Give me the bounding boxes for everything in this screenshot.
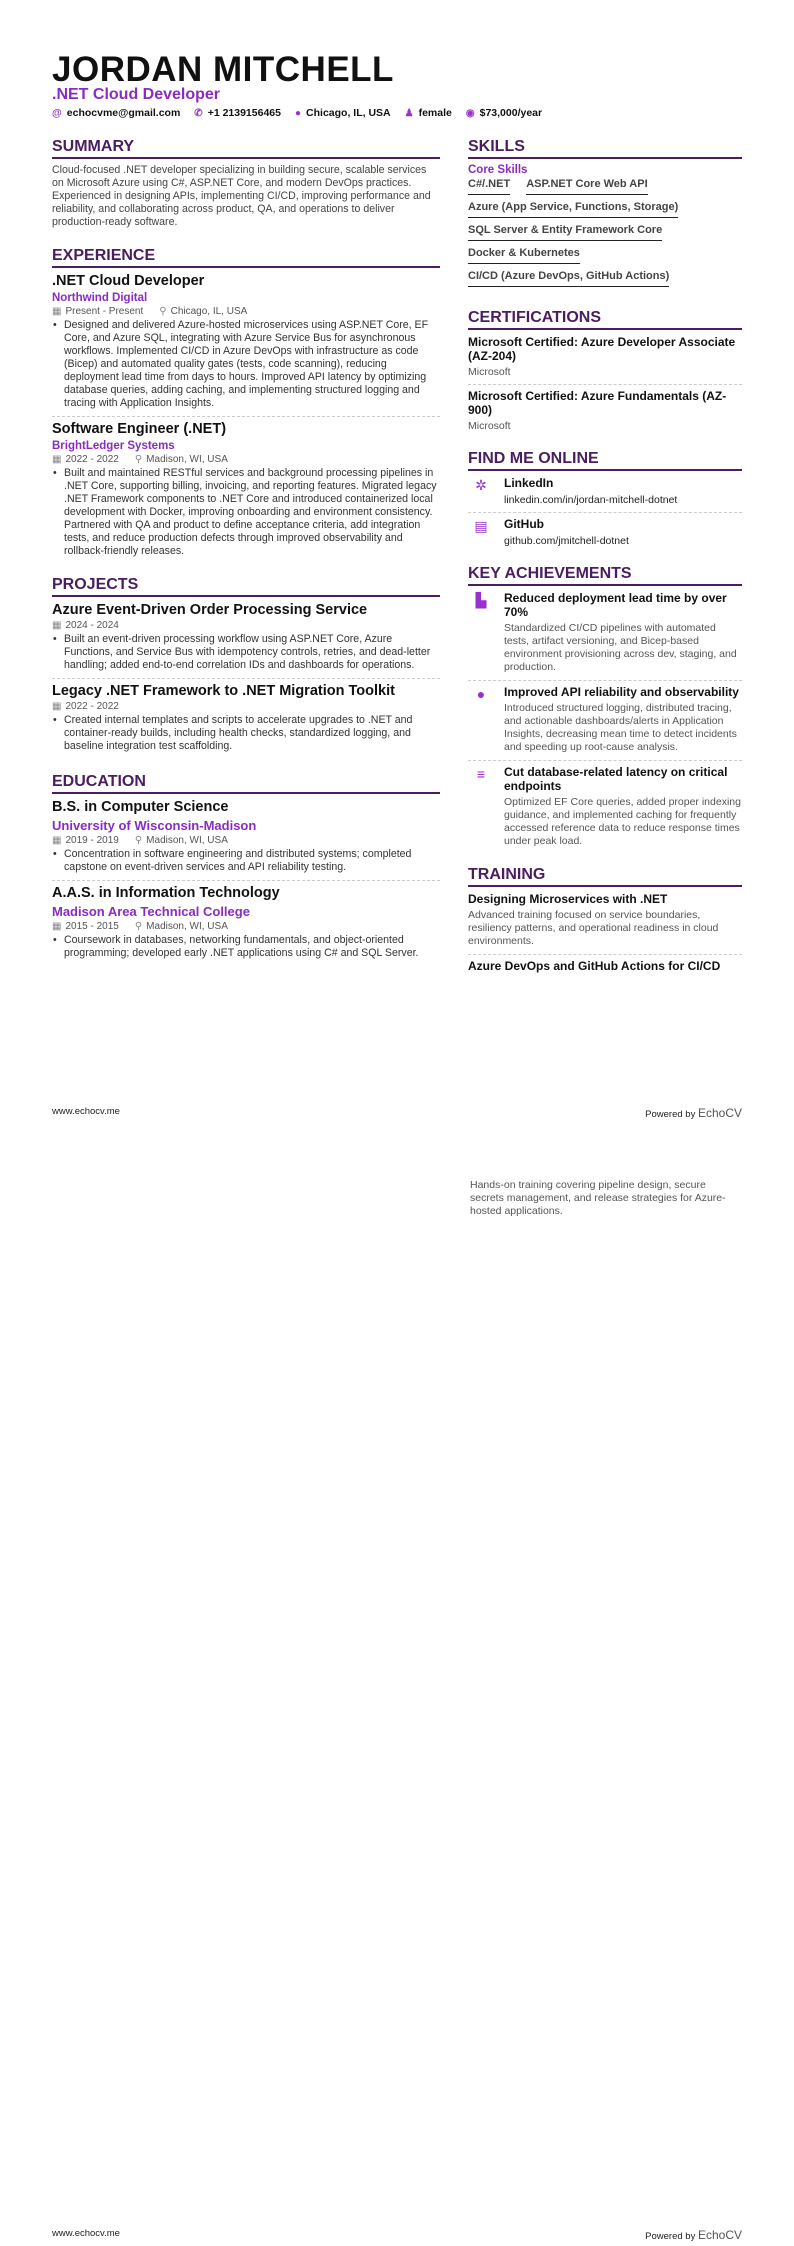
footer-powered	[645, 1106, 742, 1120]
footer-site[interactable]: www.echocv.me	[52, 1106, 120, 1117]
linkedin-link[interactable]	[468, 476, 742, 506]
cert-title: Microsoft Certified: Azure Developer Associate (AZ-204)	[468, 335, 736, 363]
location-icon: ⚲	[134, 921, 143, 932]
edu-bullet: • Concentration in software engineering and distributed systems; completed capstone on event-driven services and API reliability testing.	[52, 848, 440, 874]
edu-dates: 2015 - 2015	[65, 921, 119, 932]
training-desc: Advanced training focused on service boundaries, resiliency patterns, and operational readiness in cloud environments.	[468, 909, 719, 947]
company: BrightLedger Systems	[52, 440, 175, 452]
degree: A.A.S. in Information Technology	[52, 885, 280, 901]
calendar-icon: ▦	[52, 701, 62, 712]
experience-item	[52, 421, 440, 558]
certifications-heading: CERTIFICATIONS	[468, 309, 742, 330]
calendar-icon: ▦	[52, 306, 62, 317]
experience-item	[52, 273, 440, 410]
training-heading: TRAINING	[468, 866, 742, 887]
page-footer	[52, 2228, 742, 2242]
contact-phone[interactable]: ✆ +1 2139156465	[194, 107, 281, 119]
link-url[interactable]: linkedin.com/in/jordan-mitchell-dotnet	[504, 494, 678, 506]
calendar-icon: ▦	[52, 921, 62, 932]
brand-name: EchoCV	[697, 1106, 742, 1120]
achievement-item	[468, 685, 742, 754]
summary-text: Cloud-focused .NET developer specializing in building secure, scalable services on Microsoft Azure using C#, ASP.NET Core, and modern DevOps practices. Experienced in designing APIs, implementing CI/CD, improving performance and reliability, and collaborating across product, QA, and operations to deliver production-ready software.	[52, 164, 431, 228]
github-icon: ▤	[474, 518, 488, 534]
cert-issuer: Microsoft	[468, 420, 511, 432]
divider	[468, 954, 742, 955]
phone-icon: ✆	[194, 108, 203, 119]
location-icon: ⚲	[159, 306, 167, 317]
training-title: Designing Microservices with .NET	[468, 892, 668, 906]
location-icon: ⚲	[134, 835, 143, 846]
edu-dates: 2019 - 2019	[65, 835, 119, 846]
online-heading: FIND ME ONLINE	[468, 450, 742, 471]
contact-gender: ♟ female	[404, 107, 452, 119]
achievement-desc: Optimized EF Core queries, added proper indexing guidance, and implemented caching for frequently accessed reference data to reduce response times under peak load.	[504, 796, 741, 847]
left-column	[52, 138, 440, 960]
skill-tag: C#/.NET	[468, 178, 510, 195]
job-title: Software Engineer (.NET)	[52, 421, 227, 437]
edu-bullet: • Coursework in databases, networking fundamentals, and object-oriented programming; developed early .NET applications using C# and SQL Server.	[52, 934, 440, 960]
job-dates: 2022 - 2022	[65, 454, 119, 465]
money-icon: ◉	[465, 108, 475, 119]
divider	[468, 512, 742, 513]
link-label: GitHub	[504, 517, 544, 531]
right-column	[468, 138, 742, 973]
edu-location: Madison, WI, USA	[146, 921, 228, 932]
company: Northwind Digital	[52, 292, 148, 304]
powered-label: Powered by	[645, 1109, 696, 1120]
project-title: Legacy .NET Framework to .NET Migration Toolkit	[52, 683, 395, 699]
brand-name: EchoCV	[697, 2228, 742, 2242]
experience-heading: EXPERIENCE	[52, 247, 440, 268]
link-url[interactable]: github.com/jmitchell-dotnet	[504, 535, 629, 547]
footer-powered	[645, 2228, 742, 2242]
divider	[468, 384, 742, 385]
project-dates: 2024 - 2024	[65, 620, 119, 631]
contact-email[interactable]: @ echocvme@gmail.com	[52, 107, 181, 119]
project-dates: 2022 - 2022	[65, 701, 119, 712]
contact-row	[52, 107, 542, 119]
skill-category: Core Skills	[468, 164, 528, 176]
achievement-desc: Standardized CI/CD pipelines with automated tests, artifact versioning, and Bicep-based environment provisioning across dev, staging, and production.	[504, 622, 737, 673]
school: University of Wisconsin-Madison	[52, 818, 257, 833]
contact-location: ● Chicago, IL, USA	[294, 107, 391, 119]
divider	[468, 760, 742, 761]
job-bullet: • Built and maintained RESTful services and background processing pipelines in .NET Core, supporting billing, invoicing, and reporting features. Migrated legacy .NET Framework components to .NET Core and introduced containerized local development with Docker, improving onboarding and environment consistency. Partnered with QA and product to define acceptance criteria, add integration tests, and reduce production defects through improved observability and rollback-friendly releases.	[52, 467, 440, 558]
github-link[interactable]	[468, 517, 742, 547]
linkedin-icon: ✲	[475, 477, 487, 493]
skills-heading: SKILLS	[468, 138, 742, 159]
candidate-name: JORDAN MITCHELL	[52, 50, 394, 89]
cert-issuer: Microsoft	[468, 366, 511, 378]
lines-icon: ≡	[476, 766, 486, 782]
divider	[52, 416, 440, 417]
degree: B.S. in Computer Science	[52, 799, 229, 815]
summary-heading: SUMMARY	[52, 138, 440, 159]
divider	[52, 880, 440, 881]
training-title: Azure DevOps and GitHub Actions for CI/CD	[468, 959, 721, 973]
job-bullet: • Designed and delivered Azure-hosted microservices using ASP.NET Core, EF Core, and Azure SQL, integrating with Azure Service Bus for asynchronous workflows. Implemented CI/CD in Azure DevOps with infrastructure as code (Bicep) and automated quality gates (tests, code scanning), reducing deployment lead time from days to hours. Improved API latency by optimizing database queries, adding caching, and implementing structured logging and tracing with Application Insights.	[52, 319, 440, 410]
calendar-icon: ▦	[52, 620, 62, 631]
training-desc: Hands-on training covering pipeline design, secure secrets management, and release strategies for Azure-hosted applications.	[470, 1179, 726, 1217]
coin-icon: ●	[476, 686, 486, 702]
contact-salary: ◉ $73,000/year	[465, 107, 543, 119]
project-title: Azure Event-Driven Order Processing Service	[52, 602, 368, 618]
edu-location: Madison, WI, USA	[146, 835, 228, 846]
candidate-title: .NET Cloud Developer	[52, 86, 221, 103]
calendar-icon: ▦	[52, 835, 62, 846]
person-icon: ♟	[404, 108, 414, 119]
project-item	[52, 602, 440, 672]
project-item	[52, 683, 440, 753]
job-dates: Present - Present	[65, 306, 144, 317]
achievement-item	[468, 765, 742, 848]
achievement-title: Improved API reliability and observability	[504, 685, 739, 699]
calendar-icon: ▦	[52, 454, 62, 465]
page-footer	[52, 1106, 742, 1120]
achievement-desc: Introduced structured logging, distributed tracing, and actionable dashboards/alerts in Application Insights, decreasing mean time to detect incidents and speeding up root-cause analysis.	[504, 702, 737, 753]
link-label: LinkedIn	[504, 476, 554, 490]
job-location: Madison, WI, USA	[146, 454, 228, 465]
skill-tag: ASP.NET Core Web API	[526, 178, 647, 195]
education-heading: EDUCATION	[52, 773, 440, 794]
skill-tag: Azure (App Service, Functions, Storage)	[468, 201, 678, 218]
achievements-heading: KEY ACHIEVEMENTS	[468, 565, 742, 586]
at-icon: @	[52, 108, 62, 119]
education-item	[52, 799, 440, 874]
skill-tag: CI/CD (Azure DevOps, GitHub Actions)	[468, 270, 669, 287]
location-icon: ●	[294, 108, 302, 119]
footer-site[interactable]: www.echocv.me	[52, 2228, 120, 2239]
job-title: .NET Cloud Developer	[52, 273, 205, 289]
cert-title: Microsoft Certified: Azure Fundamentals (AZ-900)	[468, 389, 727, 417]
education-item	[52, 885, 440, 960]
skill-tag: SQL Server & Entity Framework Core	[468, 224, 662, 241]
achievement-item	[468, 591, 742, 674]
achievement-title: Cut database-related latency on critical endpoints	[504, 765, 728, 793]
project-bullet: • Created internal templates and scripts to accelerate upgrades to .NET and container-ready builds, including health checks, standardized logging, and baseline integration test scaffolding.	[52, 714, 440, 753]
achievement-title: Reduced deployment lead time by over 70%	[504, 591, 727, 619]
project-bullet: • Built an event-driven processing workflow using ASP.NET Core, Azure Functions, and Service Bus with idempotency controls, retries, and dead-letter handling; added end-to-end correlation IDs and dashboards for operations.	[52, 633, 440, 672]
location-icon: ⚲	[134, 454, 143, 465]
job-location: Chicago, IL, USA	[170, 306, 248, 317]
divider	[468, 680, 742, 681]
divider	[52, 678, 440, 679]
document-icon: ▙	[475, 592, 487, 608]
skill-tag: Docker & Kubernetes	[468, 247, 580, 264]
school: Madison Area Technical College	[52, 904, 250, 919]
powered-label: Powered by	[645, 2231, 696, 2242]
projects-heading: PROJECTS	[52, 576, 440, 597]
